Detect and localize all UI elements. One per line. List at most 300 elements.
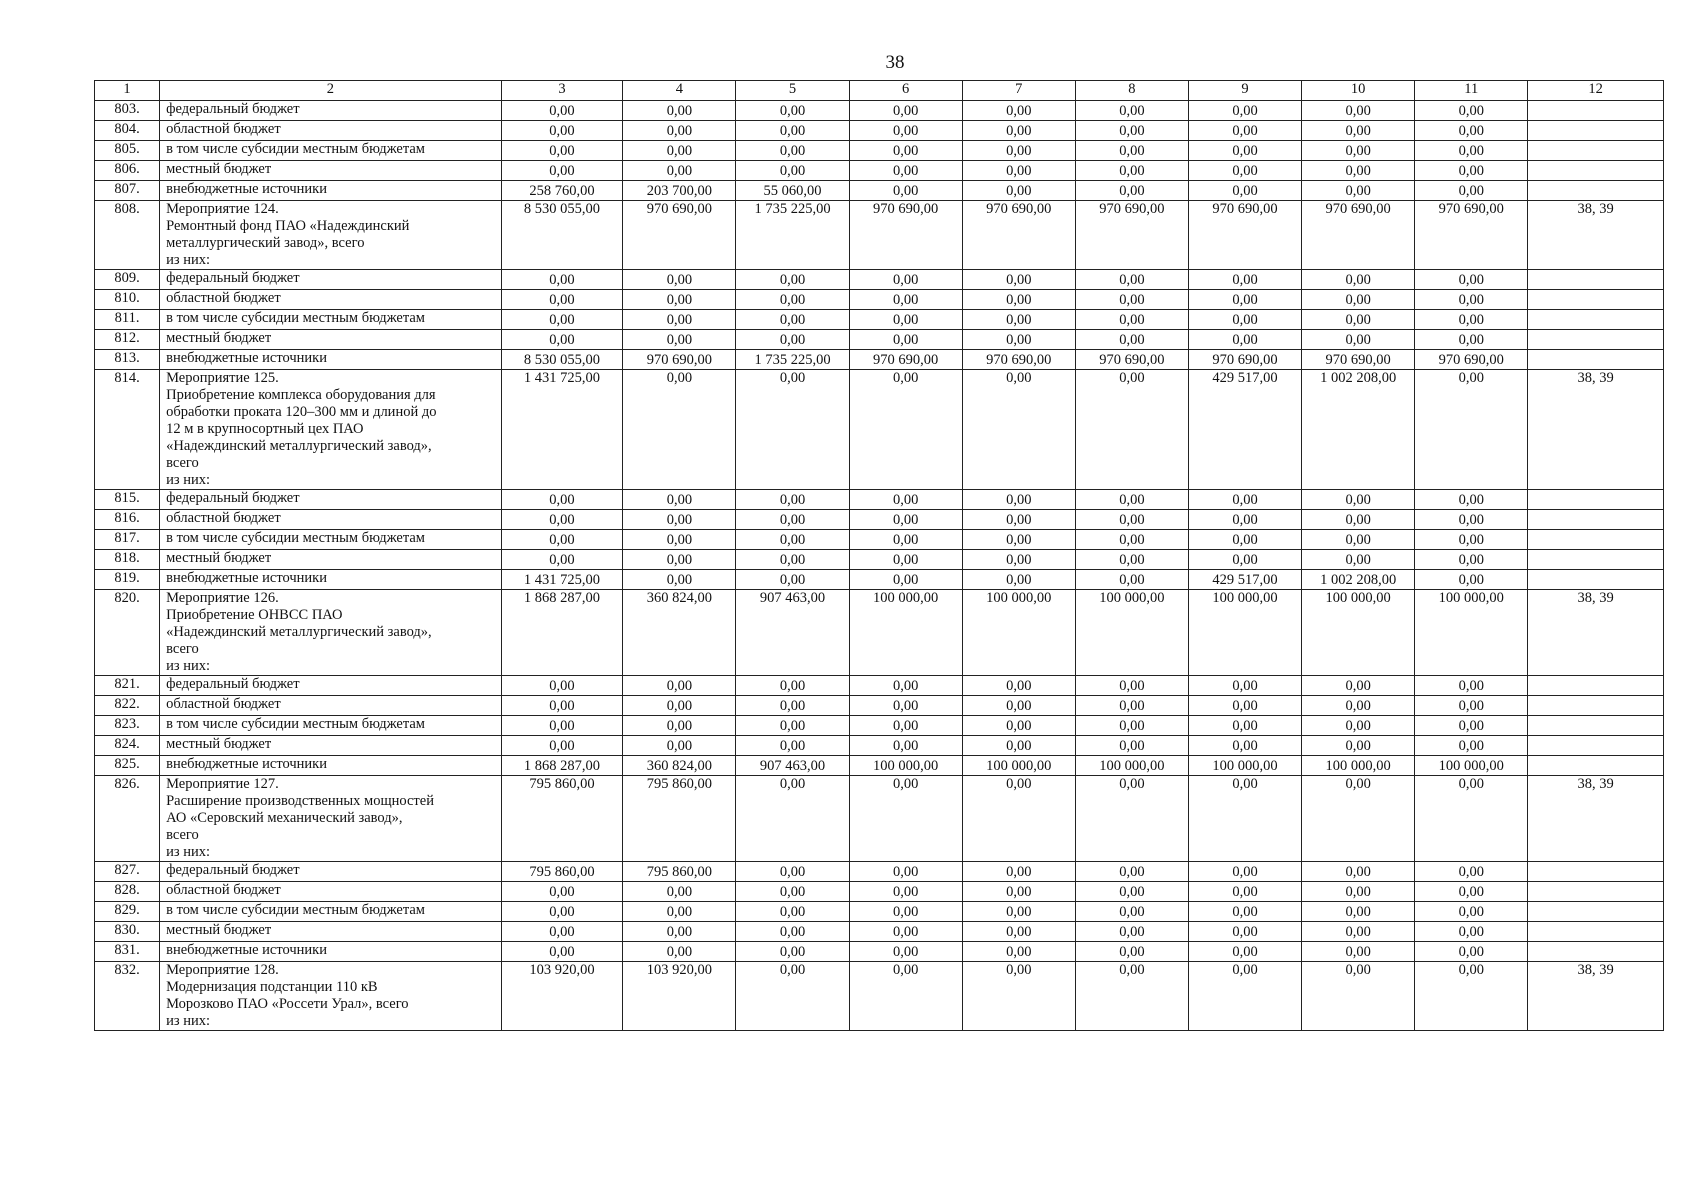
value-cell: 0,00: [1415, 696, 1528, 716]
value-cell: 0,00: [623, 696, 736, 716]
row-name-line: из них:: [166, 1013, 211, 1029]
value-cell: 0,00: [849, 530, 962, 550]
value-cell: 0,00: [1302, 270, 1415, 290]
target-refs: [1528, 270, 1664, 290]
value-cell: 0,00: [1188, 530, 1301, 550]
value-cell: 0,00: [1415, 902, 1528, 922]
value-cell: 100 000,00: [1188, 756, 1301, 776]
target-refs: [1528, 942, 1664, 962]
column-header: 8: [1075, 81, 1188, 101]
value-cell: 0,00: [849, 290, 962, 310]
row-name: [160, 756, 502, 776]
target-refs: 38, 39: [1528, 962, 1664, 1031]
value-cell: 0,00: [1302, 330, 1415, 350]
row-name-line: из них:: [166, 658, 211, 674]
row-number: 832.: [95, 962, 160, 1031]
value-cell: 0,00: [501, 141, 623, 161]
value-cell: 0,00: [1302, 141, 1415, 161]
value-cell: 0,00: [1188, 141, 1301, 161]
value-cell: 970 690,00: [623, 201, 736, 270]
value-cell: 0,00: [1075, 181, 1188, 201]
row-number: 803.: [95, 101, 160, 121]
value-cell: 0,00: [849, 902, 962, 922]
table-row: [95, 350, 1664, 370]
table-row: [95, 201, 1664, 270]
value-cell: 0,00: [501, 882, 623, 902]
value-cell: 0,00: [1415, 290, 1528, 310]
value-cell: 0,00: [1302, 902, 1415, 922]
value-cell: 0,00: [501, 310, 623, 330]
table-row: [95, 141, 1664, 161]
row-name: [160, 942, 502, 962]
value-cell: 0,00: [849, 696, 962, 716]
row-name: [160, 922, 502, 942]
table-row: [95, 962, 1664, 1031]
row-name: [160, 676, 502, 696]
value-cell: 0,00: [962, 530, 1075, 550]
value-cell: 360 824,00: [623, 756, 736, 776]
value-cell: 0,00: [849, 161, 962, 181]
value-cell: 0,00: [736, 776, 849, 862]
value-cell: 970 690,00: [849, 350, 962, 370]
value-cell: 0,00: [1415, 530, 1528, 550]
value-cell: 0,00: [501, 716, 623, 736]
value-cell: 0,00: [623, 310, 736, 330]
value-cell: 0,00: [1075, 696, 1188, 716]
table-row: [95, 510, 1664, 530]
row-name: [160, 962, 502, 1031]
value-cell: 100 000,00: [1415, 756, 1528, 776]
row-name: [160, 270, 502, 290]
value-cell: 0,00: [1415, 510, 1528, 530]
value-cell: 0,00: [736, 550, 849, 570]
table-row: [95, 676, 1664, 696]
value-cell: 0,00: [1075, 942, 1188, 962]
target-refs: [1528, 862, 1664, 882]
value-cell: 0,00: [736, 696, 849, 716]
value-cell: 0,00: [849, 330, 962, 350]
value-cell: 0,00: [1415, 922, 1528, 942]
value-cell: 0,00: [849, 776, 962, 862]
value-cell: 0,00: [1075, 530, 1188, 550]
value-cell: 0,00: [1188, 676, 1301, 696]
value-cell: 0,00: [849, 922, 962, 942]
budget-table-container: [94, 80, 1664, 1031]
value-cell: 0,00: [501, 510, 623, 530]
value-cell: 0,00: [962, 736, 1075, 756]
value-cell: 0,00: [501, 490, 623, 510]
value-cell: 0,00: [623, 490, 736, 510]
value-cell: 0,00: [849, 882, 962, 902]
value-cell: 0,00: [962, 882, 1075, 902]
value-cell: 0,00: [736, 101, 849, 121]
value-cell: 0,00: [1075, 570, 1188, 590]
value-cell: 0,00: [1075, 290, 1188, 310]
column-header: 11: [1415, 81, 1528, 101]
row-number: 826.: [95, 776, 160, 862]
value-cell: 0,00: [1188, 270, 1301, 290]
row-number: 820.: [95, 590, 160, 676]
row-name: [160, 121, 502, 141]
value-cell: 0,00: [736, 121, 849, 141]
value-cell: 0,00: [623, 676, 736, 696]
value-cell: 0,00: [962, 290, 1075, 310]
value-cell: 0,00: [1302, 736, 1415, 756]
value-cell: 0,00: [849, 310, 962, 330]
value-cell: 0,00: [1302, 776, 1415, 862]
value-cell: 0,00: [623, 141, 736, 161]
value-cell: 0,00: [849, 716, 962, 736]
row-name: [160, 776, 502, 862]
value-cell: 0,00: [1075, 902, 1188, 922]
value-cell: 0,00: [1415, 141, 1528, 161]
value-cell: 0,00: [623, 290, 736, 310]
value-cell: 0,00: [1075, 776, 1188, 862]
value-cell: 0,00: [962, 161, 1075, 181]
column-header: 1: [95, 81, 160, 101]
value-cell: 1 735 225,00: [736, 201, 849, 270]
row-name-line: внебюджетные источники: [166, 181, 327, 197]
row-name-line: федеральный бюджет: [166, 676, 300, 692]
value-cell: 970 690,00: [962, 350, 1075, 370]
value-cell: 0,00: [849, 736, 962, 756]
row-name-line: всего: [166, 641, 199, 657]
value-cell: 0,00: [962, 776, 1075, 862]
target-refs: [1528, 290, 1664, 310]
value-cell: 1 735 225,00: [736, 350, 849, 370]
value-cell: 0,00: [623, 942, 736, 962]
target-refs: [1528, 570, 1664, 590]
table-body: [95, 101, 1664, 1031]
value-cell: 0,00: [501, 676, 623, 696]
value-cell: 0,00: [849, 550, 962, 570]
target-refs: [1528, 756, 1664, 776]
target-refs: 38, 39: [1528, 776, 1664, 862]
target-refs: [1528, 510, 1664, 530]
table-row: [95, 882, 1664, 902]
value-cell: 0,00: [1075, 490, 1188, 510]
value-cell: 0,00: [962, 922, 1075, 942]
row-name-line: местный бюджет: [166, 550, 272, 566]
value-cell: 0,00: [962, 121, 1075, 141]
value-cell: 907 463,00: [736, 756, 849, 776]
table-row: [95, 922, 1664, 942]
column-header: 3: [501, 81, 623, 101]
value-cell: 100 000,00: [962, 756, 1075, 776]
row-number: 814.: [95, 370, 160, 490]
value-cell: 970 690,00: [623, 350, 736, 370]
column-header: 10: [1302, 81, 1415, 101]
target-refs: [1528, 121, 1664, 141]
value-cell: 0,00: [1302, 922, 1415, 942]
value-cell: 0,00: [1415, 882, 1528, 902]
value-cell: 0,00: [736, 530, 849, 550]
value-cell: 0,00: [1415, 676, 1528, 696]
value-cell: 0,00: [962, 716, 1075, 736]
target-refs: [1528, 696, 1664, 716]
table-row: [95, 181, 1664, 201]
row-name-line: областной бюджет: [166, 121, 281, 137]
row-name-line: обработки проката 120–300 мм и длиной до: [166, 404, 437, 420]
table-row: [95, 942, 1664, 962]
value-cell: 0,00: [736, 736, 849, 756]
row-name: [160, 101, 502, 121]
row-name-line: внебюджетные источники: [166, 570, 327, 586]
value-cell: 0,00: [1075, 922, 1188, 942]
row-number: 824.: [95, 736, 160, 756]
value-cell: 0,00: [962, 942, 1075, 962]
value-cell: 0,00: [501, 736, 623, 756]
value-cell: 0,00: [962, 101, 1075, 121]
value-cell: 0,00: [1188, 942, 1301, 962]
value-cell: 0,00: [623, 530, 736, 550]
value-cell: 0,00: [1415, 161, 1528, 181]
row-name-line: областной бюджет: [166, 290, 281, 306]
row-name-line: Мероприятие 127.: [166, 776, 279, 792]
value-cell: 0,00: [1075, 862, 1188, 882]
value-cell: 0,00: [1415, 370, 1528, 490]
row-number: 816.: [95, 510, 160, 530]
row-name-line: местный бюджет: [166, 736, 272, 752]
target-refs: [1528, 181, 1664, 201]
value-cell: 0,00: [849, 862, 962, 882]
value-cell: 0,00: [1415, 101, 1528, 121]
row-number: 821.: [95, 676, 160, 696]
value-cell: 0,00: [623, 570, 736, 590]
value-cell: 0,00: [1188, 510, 1301, 530]
table-row: [95, 736, 1664, 756]
table-row: [95, 862, 1664, 882]
value-cell: 0,00: [962, 510, 1075, 530]
value-cell: 0,00: [736, 716, 849, 736]
value-cell: 0,00: [962, 676, 1075, 696]
value-cell: 0,00: [736, 161, 849, 181]
value-cell: 0,00: [1188, 121, 1301, 141]
value-cell: 0,00: [623, 922, 736, 942]
value-cell: 0,00: [1415, 121, 1528, 141]
value-cell: 0,00: [1188, 716, 1301, 736]
table-row: [95, 756, 1664, 776]
value-cell: 0,00: [1075, 882, 1188, 902]
value-cell: 0,00: [1415, 942, 1528, 962]
value-cell: 0,00: [1188, 330, 1301, 350]
value-cell: 0,00: [501, 696, 623, 716]
value-cell: 1 868 287,00: [501, 590, 623, 676]
target-refs: [1528, 310, 1664, 330]
value-cell: 0,00: [623, 270, 736, 290]
value-cell: 0,00: [623, 121, 736, 141]
table-row: [95, 270, 1664, 290]
value-cell: 203 700,00: [623, 181, 736, 201]
value-cell: 970 690,00: [1415, 201, 1528, 270]
value-cell: 0,00: [962, 962, 1075, 1031]
value-cell: 0,00: [1188, 290, 1301, 310]
table-row: [95, 550, 1664, 570]
row-name: [160, 370, 502, 490]
row-number: 805.: [95, 141, 160, 161]
value-cell: 0,00: [1302, 101, 1415, 121]
column-header: 2: [160, 81, 502, 101]
value-cell: 0,00: [736, 310, 849, 330]
value-cell: 0,00: [501, 270, 623, 290]
value-cell: 0,00: [1188, 696, 1301, 716]
value-cell: 0,00: [849, 490, 962, 510]
row-number: 818.: [95, 550, 160, 570]
value-cell: 1 868 287,00: [501, 756, 623, 776]
value-cell: 55 060,00: [736, 181, 849, 201]
value-cell: 0,00: [1075, 161, 1188, 181]
value-cell: 0,00: [1075, 962, 1188, 1031]
target-refs: [1528, 736, 1664, 756]
row-name-line: федеральный бюджет: [166, 270, 300, 286]
value-cell: 100 000,00: [1075, 590, 1188, 676]
row-number: 819.: [95, 570, 160, 590]
value-cell: 0,00: [1188, 101, 1301, 121]
value-cell: 0,00: [736, 370, 849, 490]
row-name-line: в том числе субсидии местным бюджетам: [166, 141, 425, 157]
row-name: [160, 862, 502, 882]
target-refs: [1528, 716, 1664, 736]
table-row: [95, 101, 1664, 121]
table-row: [95, 121, 1664, 141]
value-cell: 0,00: [1415, 962, 1528, 1031]
value-cell: 0,00: [501, 161, 623, 181]
value-cell: 0,00: [1302, 676, 1415, 696]
table-row: [95, 310, 1664, 330]
value-cell: 0,00: [736, 922, 849, 942]
value-cell: 100 000,00: [1302, 590, 1415, 676]
value-cell: 0,00: [962, 696, 1075, 716]
value-cell: 100 000,00: [1075, 756, 1188, 776]
value-cell: 970 690,00: [962, 201, 1075, 270]
value-cell: 0,00: [1415, 310, 1528, 330]
row-number: 822.: [95, 696, 160, 716]
target-refs: [1528, 550, 1664, 570]
value-cell: 0,00: [623, 902, 736, 922]
row-name-line: федеральный бюджет: [166, 101, 300, 117]
value-cell: 0,00: [849, 270, 962, 290]
value-cell: 0,00: [962, 550, 1075, 570]
row-name-line: Морозково ПАО «Россети Урал», всего: [166, 996, 409, 1012]
value-cell: 970 690,00: [849, 201, 962, 270]
value-cell: 0,00: [623, 161, 736, 181]
row-name-line: всего: [166, 455, 199, 471]
row-number: 808.: [95, 201, 160, 270]
row-name-line: в том числе субсидии местным бюджетам: [166, 902, 425, 918]
row-name-line: областной бюджет: [166, 696, 281, 712]
value-cell: 0,00: [1302, 181, 1415, 201]
row-number: 811.: [95, 310, 160, 330]
value-cell: 0,00: [962, 902, 1075, 922]
value-cell: 0,00: [623, 736, 736, 756]
target-refs: [1528, 350, 1664, 370]
value-cell: 0,00: [736, 141, 849, 161]
value-cell: 795 860,00: [501, 776, 623, 862]
value-cell: 0,00: [1415, 776, 1528, 862]
value-cell: 0,00: [736, 490, 849, 510]
row-number: 828.: [95, 882, 160, 902]
value-cell: 1 431 725,00: [501, 370, 623, 490]
column-header: 7: [962, 81, 1075, 101]
value-cell: 0,00: [962, 570, 1075, 590]
value-cell: 970 690,00: [1302, 350, 1415, 370]
value-cell: 0,00: [501, 290, 623, 310]
value-cell: 0,00: [1188, 922, 1301, 942]
row-name-line: в том числе субсидии местным бюджетам: [166, 530, 425, 546]
value-cell: 0,00: [1415, 736, 1528, 756]
row-name-line: Приобретение ОНВСС ПАО: [166, 607, 343, 623]
target-refs: [1528, 882, 1664, 902]
row-name-line: внебюджетные источники: [166, 942, 327, 958]
row-number: 817.: [95, 530, 160, 550]
value-cell: 100 000,00: [849, 756, 962, 776]
value-cell: 0,00: [1302, 696, 1415, 716]
value-cell: 100 000,00: [1188, 590, 1301, 676]
value-cell: 970 690,00: [1188, 350, 1301, 370]
row-number: 830.: [95, 922, 160, 942]
target-refs: [1528, 490, 1664, 510]
row-name: [160, 570, 502, 590]
value-cell: 0,00: [1075, 270, 1188, 290]
value-cell: 0,00: [1302, 862, 1415, 882]
table-row: [95, 570, 1664, 590]
value-cell: 0,00: [849, 510, 962, 530]
target-refs: [1528, 330, 1664, 350]
value-cell: 360 824,00: [623, 590, 736, 676]
row-number: 825.: [95, 756, 160, 776]
row-name: [160, 201, 502, 270]
target-refs: 38, 39: [1528, 201, 1664, 270]
target-refs: 38, 39: [1528, 370, 1664, 490]
row-name-line: Расширение производственных мощностей: [166, 793, 434, 809]
row-name-line: металлургический завод», всего: [166, 235, 365, 251]
value-cell: 0,00: [849, 101, 962, 121]
row-name-line: федеральный бюджет: [166, 862, 300, 878]
row-name-line: из них:: [166, 844, 211, 860]
row-name-line: федеральный бюджет: [166, 490, 300, 506]
value-cell: 795 860,00: [623, 776, 736, 862]
value-cell: 0,00: [962, 141, 1075, 161]
value-cell: 8 530 055,00: [501, 350, 623, 370]
target-refs: [1528, 922, 1664, 942]
value-cell: 0,00: [501, 922, 623, 942]
value-cell: 0,00: [1188, 736, 1301, 756]
value-cell: 0,00: [1075, 370, 1188, 490]
row-name: [160, 181, 502, 201]
value-cell: 0,00: [1075, 716, 1188, 736]
value-cell: 0,00: [501, 330, 623, 350]
row-number: 810.: [95, 290, 160, 310]
value-cell: 0,00: [736, 676, 849, 696]
row-name: [160, 530, 502, 550]
value-cell: 0,00: [501, 942, 623, 962]
value-cell: 0,00: [1415, 330, 1528, 350]
row-name: [160, 490, 502, 510]
value-cell: 0,00: [1075, 736, 1188, 756]
value-cell: 0,00: [1302, 510, 1415, 530]
value-cell: 0,00: [1075, 550, 1188, 570]
value-cell: 0,00: [1302, 530, 1415, 550]
row-name-line: «Надеждинский металлургический завод»,: [166, 438, 432, 454]
row-name: [160, 161, 502, 181]
value-cell: 429 517,00: [1188, 570, 1301, 590]
row-name: [160, 736, 502, 756]
value-cell: 0,00: [1188, 181, 1301, 201]
table-row: [95, 776, 1664, 862]
value-cell: 0,00: [849, 962, 962, 1031]
table-row: [95, 330, 1664, 350]
value-cell: 0,00: [1188, 862, 1301, 882]
